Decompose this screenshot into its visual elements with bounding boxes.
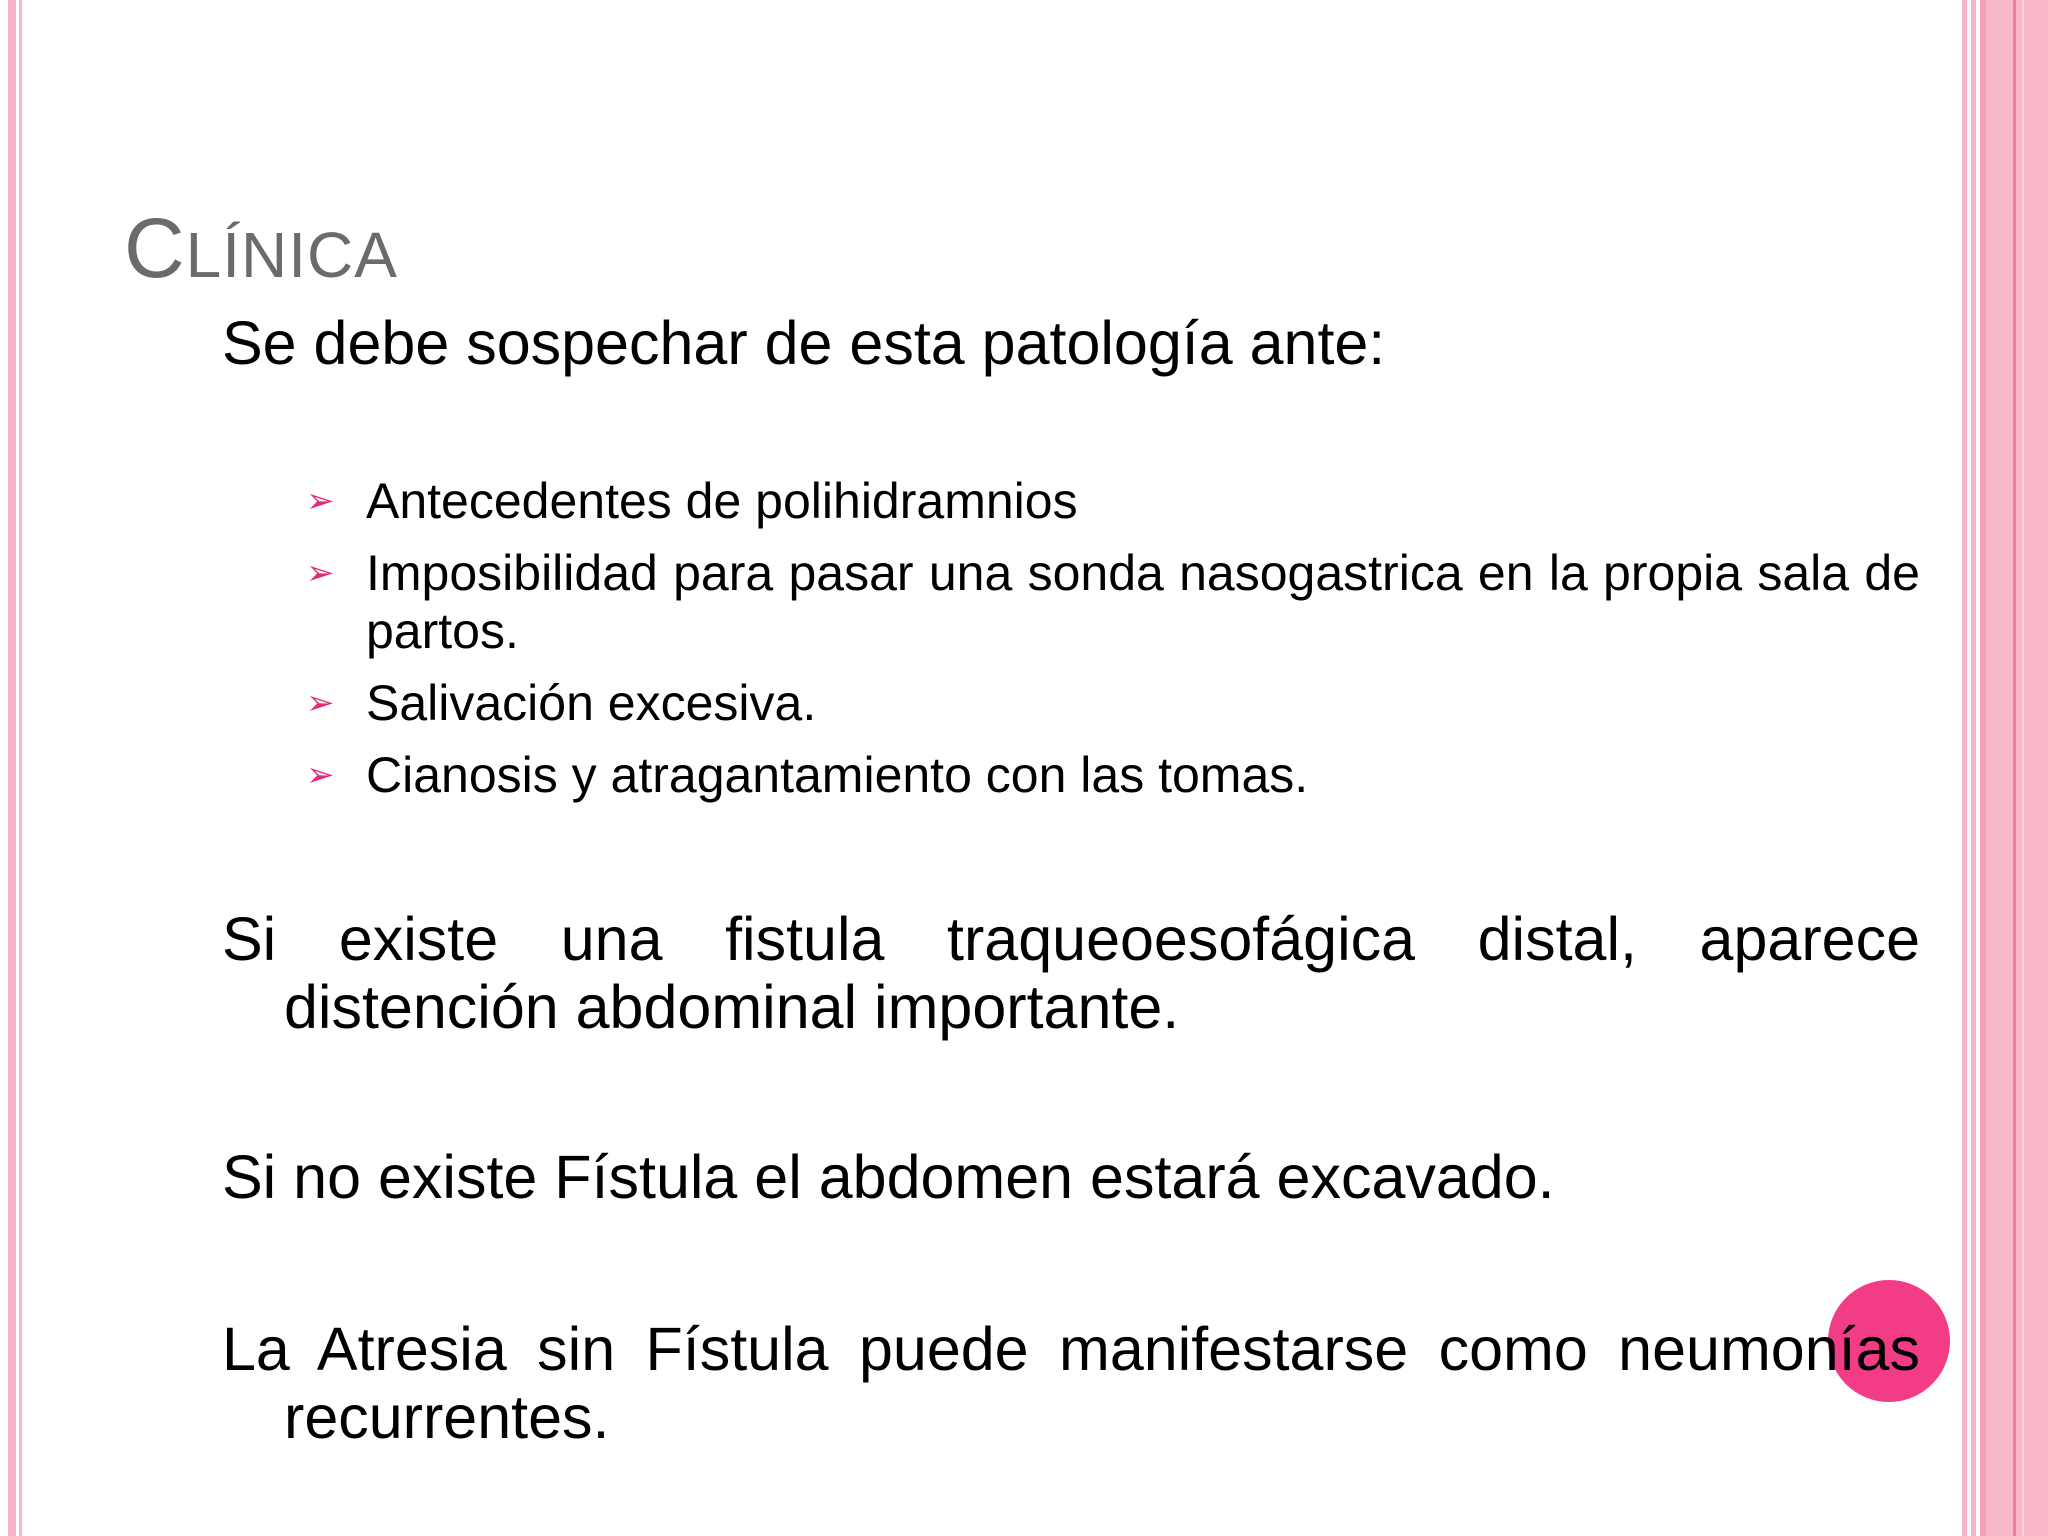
list-item: [306, 472, 1920, 530]
left-border-stripe: [8, 0, 16, 1536]
intro-text: Se debe sospechar de esta patología ante:: [222, 309, 1386, 377]
symptom-list: [306, 472, 1920, 818]
list-item-text: Imposibilidad para pasar una sonda nasogastrica en la propia sala de partos.: [366, 545, 1920, 659]
right-border-line-light: [2022, 0, 2024, 1536]
slide-title-rest: LÍNICA: [185, 219, 398, 291]
list-item: [306, 674, 1920, 732]
right-border-stripe: [1971, 0, 1976, 1536]
right-border-line: [2013, 0, 2016, 1536]
paragraph-line-continued: recurrentes.: [284, 1383, 610, 1451]
list-item: [306, 746, 1920, 804]
paragraph-line: Si no existe Fístula el abdomen estará excavado.: [222, 1143, 1555, 1211]
left-border-stripe-thin: [19, 0, 22, 1536]
list-item-text: Cianosis y atragantamiento con las tomas.: [366, 747, 1309, 803]
list-item-text: Antecedentes de polihidramnios: [366, 473, 1078, 529]
paragraph-no-fistula: [222, 1143, 1920, 1211]
arrowhead-right-icon: ➢: [306, 684, 335, 722]
right-border-band: [1986, 0, 2048, 1536]
arrowhead-right-icon: ➢: [306, 756, 335, 794]
list-item: [306, 544, 1920, 660]
paragraph-line: La Atresia sin Fístula puede manifestarse como neumonías: [222, 1315, 1920, 1383]
list-item-text: Salivación excesiva.: [366, 675, 817, 731]
slide-title: [124, 201, 398, 295]
paragraph-atresia: [222, 1315, 1920, 1451]
arrowhead-right-icon: ➢: [306, 554, 335, 592]
slide-title-initial: C: [124, 201, 186, 295]
arrowhead-right-icon: ➢: [306, 482, 335, 520]
paragraph-line-continued: distención abdominal importante.: [284, 973, 1180, 1041]
paragraph-line: Si existe una fistula traqueoesofágica distal, aparece: [222, 905, 1920, 973]
paragraph-fistula-distal: [222, 905, 1920, 1041]
right-border-stripe: [1962, 0, 1967, 1536]
